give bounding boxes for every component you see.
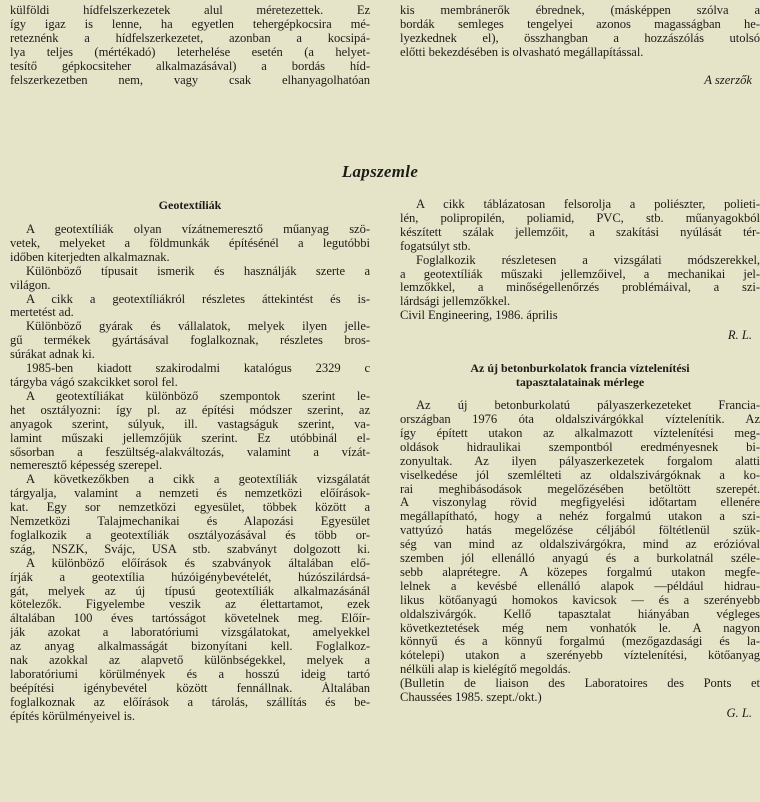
text-line: het osztályozni: így pl. az építési módszer szerint, az — [10, 403, 370, 417]
text-line: általában 100 éves tartósságot követelnek meg. Előír- — [10, 612, 370, 626]
text-line: időben kiterjedten alkalmaznak. — [10, 250, 170, 264]
text-line: likus kötőanyagú homokos kavicsok — és a szerényebb — [400, 593, 760, 607]
text-line: sősorban a feszültség-alakváltozás, valamint a vízát- — [10, 445, 370, 459]
text-line: A különböző előírások és szabványok általában elő- — [26, 556, 370, 570]
text-line: (Bulletin de liaison des Laboratoires des Ponts et — [400, 677, 760, 691]
text-line: nemeresztő képesség szerepel. — [10, 459, 163, 473]
top-right-text — [400, 4, 760, 60]
text-line: előtti bekezdésében is olvasható megállapítással. — [400, 45, 644, 59]
text-line: 1985-ben kiadott szakirodalmi katalógus 2329 c — [26, 362, 370, 376]
text-line: nak azokkal az alapvető különbségekkel, melyek a — [10, 654, 370, 668]
text-line: sebb alaprétegre. A közepes forgalmú utakon megfe- — [400, 565, 760, 579]
text-line: súrákat adnak ki. — [10, 348, 95, 362]
text-line: a geotextíliák műszaki jellemzőivel, a mechanikai jel- — [400, 267, 760, 281]
article-title-betonburkolat — [400, 361, 760, 389]
text-line: készített szálak jellemzőit, a szakítási nyúlását tér- — [400, 225, 760, 239]
text-line: szemben jól ellenálló anyagú és a burkolatnál széle- — [400, 552, 760, 566]
text-line: az anyag alkalmasságát bizonyítani kell. Foglalkoz- — [10, 640, 370, 654]
text-line: építés körülményeivel is. — [10, 709, 136, 723]
geotextil-article — [10, 198, 370, 724]
top-right-column — [400, 4, 760, 88]
text-line: gát, melyek az új típusú geotextíliák alkalmazásánál — [10, 584, 370, 598]
text-line: szág, NSZK, Svájc, USA stb. szabványt dolgozott ki. — [10, 542, 370, 556]
text-line: lelnek a kevésbé ellenálló alapok —például hidrau- — [400, 579, 760, 593]
text-line: Különböző gyárak és vállalatok, melyek ilyen jelle- — [26, 320, 370, 334]
text-line: vattyúzó hatás megelőzése céljából föltétlenül szük- — [400, 524, 760, 538]
text-line: felszerkezetben nem, vagy csak elhanyagolhatóan — [10, 73, 370, 87]
text-line: lya teljes (mértékadó) leterhelése esetén (a helyet- — [10, 45, 370, 59]
text-line: lén, polipropilén, poliamid, PVC, stb. műanyagokból — [400, 211, 760, 225]
text-line: oldások hidraulikai szempontból eredményesnek bi- — [400, 440, 760, 454]
text-line: világon. — [10, 278, 51, 292]
text-line: megállapítható, hogy a nehéz forgalmú utakon a szi- — [400, 510, 760, 524]
authors-signature: A szerzők — [704, 72, 752, 87]
text-line: Az új betonburkolatú pályaszerkezeteket Francia- — [416, 399, 760, 413]
text-line: kat. Egy sor nemzetközi egyesület, többek között a — [10, 501, 370, 515]
text-line: A cikk a geotextíliákról részletes áttekintést és is- — [26, 292, 370, 306]
text-line: A cikk táblázatosan felsorolja a poliészter, polieti- — [416, 198, 760, 211]
text-line: kis membránerők ébrednek, (másképpen szólva a — [400, 4, 760, 17]
text-line: lemzőkkel, a minőségellenőrzés problémáival, a szi- — [400, 281, 760, 295]
text-line: Civil Engineering, 1986. április — [400, 309, 558, 323]
text-line: könnyű és a könnyű forgalmú (mezőgazdasági és la- — [400, 635, 760, 649]
text-line: tárgyba vágó szakcikket sorol fel. — [10, 375, 178, 389]
text-line: A geotextíliák olyan vízátnemeresztő műanyag szö- — [26, 223, 370, 236]
text-line: A geotextíliákat különböző szempontok szerint le- — [26, 389, 370, 403]
signature-rl: R. L. — [727, 328, 752, 343]
text-line: reteznénk a hídfelszerkezetet, azonban a kocsipá- — [10, 31, 370, 45]
text-line: nélküli alap is kielégítő megoldás. — [400, 663, 571, 677]
article-title-line: Az új betonburkolatok francia víztelenítési — [470, 361, 690, 376]
article-title-line: tapasztalatainak mérlege — [515, 375, 645, 390]
article-body-geotextil-continued — [400, 198, 760, 323]
text-line: következtetések még nem vonhatók le. A nagyon — [400, 621, 760, 635]
article-body-betonburkolat — [400, 399, 760, 705]
text-line: A viszonylag rövid megfigyelési időtartam ellenére — [400, 496, 760, 510]
section-title: Lapszemle — [341, 162, 419, 181]
text-line: kótelepi) utakon a szerényebb víztelenítési, kötőanyag — [400, 649, 760, 663]
text-line: mertetést ad. — [10, 306, 74, 320]
text-line: külföldi hídfelszerkezetek alul méretezettek. Ez — [10, 4, 370, 17]
right-column — [400, 198, 760, 721]
text-line: tesítő gépkocsiteher alkalmazásával) a bordás híd- — [10, 59, 370, 73]
text-line: ség van mind az oldalszivárgókra, mind az erózióval — [400, 538, 760, 552]
text-line: gű termékek gyártásával foglalkoznak, részletes bros- — [10, 334, 370, 348]
text-line: így épített utakon az alkalmazott víztelenítési meg- — [400, 426, 760, 440]
text-line: oldalszivárgók. Kellő tapasztalat hiányában végleges — [400, 607, 760, 621]
article-body-geotextil — [10, 223, 370, 724]
text-line: A következőkben a cikk a geotextíliák vizsgálatát — [26, 473, 370, 487]
text-line: tárgyalja, valamint a nemzeti és nemzetközi előírások- — [10, 487, 370, 501]
text-line: Nemzetközi Talajmechanikai és Alapozási Egyesület — [10, 515, 370, 529]
text-line: zonyultak. Az ilyen pályaszerkezetek forgalom alatti — [400, 454, 760, 468]
text-line: beépítési igénybevétel között fennállnak. Általában — [10, 681, 370, 695]
text-line: anyagok szerint, súlyuk, ill. vastagságuk szerint, va- — [10, 417, 370, 431]
text-line: Foglalkozik részletesen a vizsgálati módszerekkel, — [416, 253, 760, 267]
top-left-column — [10, 4, 370, 87]
text-line: lárdsági jellemzőkkel. — [400, 295, 511, 309]
text-line: írják a geotextília húzóigénybevételét, húzószilárdsá- — [10, 570, 370, 584]
article-title-geotextil: Geotextíliák — [158, 198, 222, 212]
signature-gl: G. L. — [726, 706, 752, 720]
text-line: viselkedése jól szemlélteti az oldalszivárgóknak a ko- — [400, 468, 760, 482]
text-line: kötelezők. Figyelembe veszik az élettartamot, ezek — [10, 598, 370, 612]
text-line: ják azokat a laboratóriumi vizsgálatokat, amelyekkel — [10, 626, 370, 640]
text-line: Különböző típusait ismerik és használják szerte a — [26, 264, 370, 278]
text-line: bordák semleges tengelyei azonos magasságban he- — [400, 17, 760, 31]
text-line: lamint műszaki jellemzőjük szerint. Ez utóbbinál el- — [10, 431, 370, 445]
text-line: országban 1976 óta oldalszivárgókkal víztelenítik. Az — [400, 412, 760, 426]
text-line: így igaz is lenne, ha egyetlen tehergépkocsira mé- — [10, 17, 370, 31]
text-line: vetek, melyeket a földmunkák építésénél a legutóbbi — [10, 236, 370, 250]
text-line: foglalkozik a geotextíliák osztályozásával és több or- — [10, 528, 370, 542]
text-line: rai meghibásodások megelőzésében betöltött szerepét. — [400, 482, 760, 496]
text-line: laboratóriumi körülmények és a hosszú ideig tartó — [10, 668, 370, 681]
text-line: lyezkednek el), összhangban a hozzászólás utolsó — [400, 31, 760, 45]
text-line: fogatsúlyt stb. — [400, 239, 471, 253]
text-line: Chaussées 1985. szept./okt.) — [400, 691, 542, 705]
text-line: foglalkoznak az előírások a tárolás, szállítás és be- — [10, 695, 370, 709]
